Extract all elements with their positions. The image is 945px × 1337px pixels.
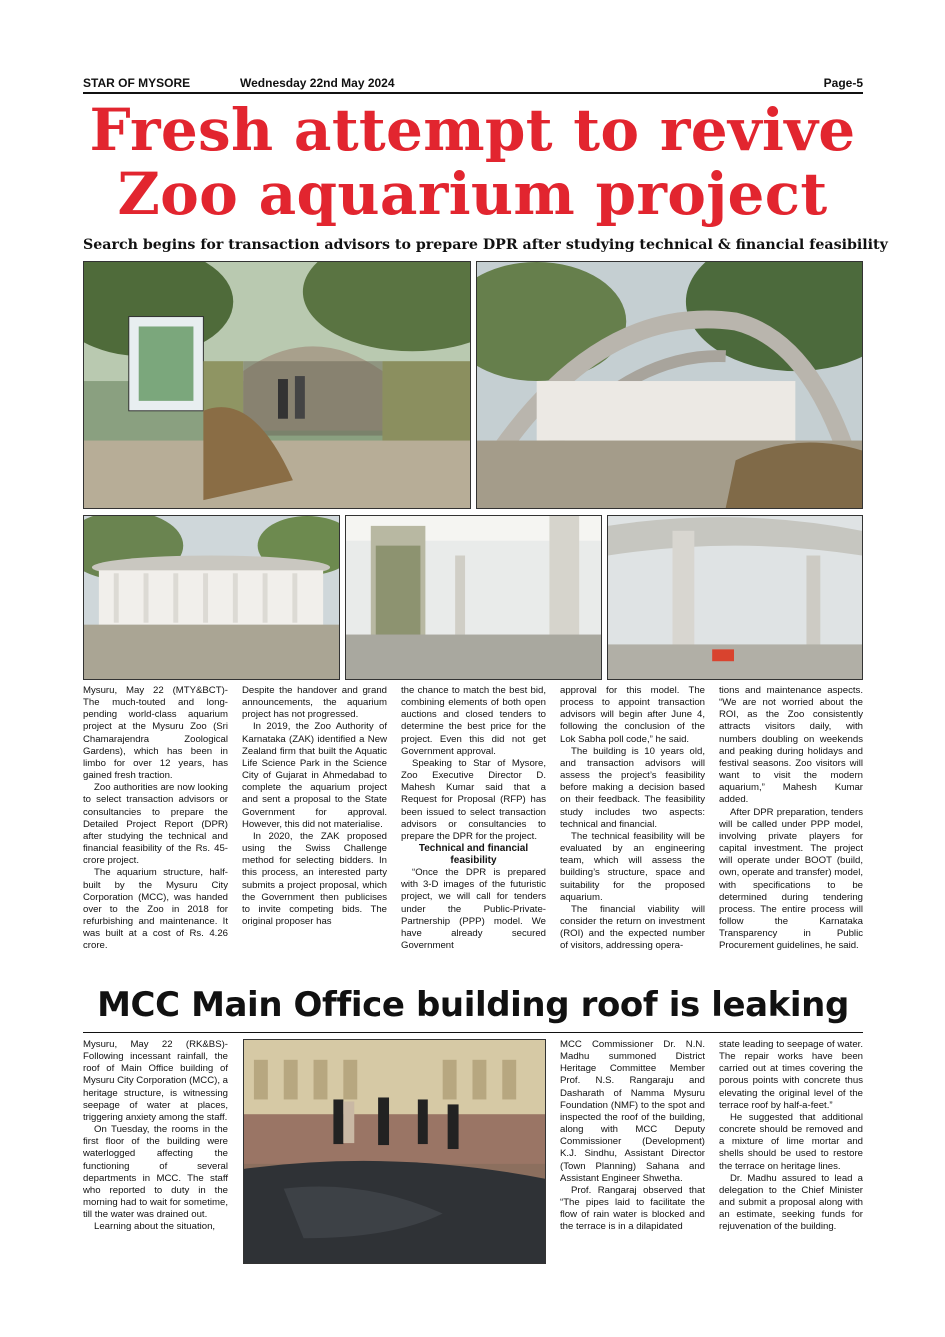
story2-column-2 — [560, 1039, 705, 1234]
headline-line-2: Zoo aquarium project — [117, 160, 828, 228]
headline-line-1: Fresh attempt to revive — [89, 96, 856, 164]
story2-rule — [83, 1032, 863, 1033]
page-number: Page-5 — [823, 76, 863, 90]
story1-col4-para1: approval for this model. The process to appoint transaction advisors will begin after June 4, following the conclusion of the Lok Sabha poll code,” he said. — [560, 685, 705, 745]
story1-col2-para1: Despite the handover and grand announcements, the aquarium project has not progressed. — [242, 685, 387, 721]
story1-col4-para4: The financial viability will consider the return on investment (ROI) and the expected number of visitors, addressing opera- — [560, 903, 705, 952]
story2-col3-para2: He suggested that additional concrete should be removed and a mixture of lime mortar and shells should be used to restore the terrace on heritage lines. — [719, 1111, 863, 1172]
story2-col2-para2: Prof. Rangaraj observed that “The pipes laid to facilitate the flow of rain water is blocked and the terrace is in a dilapidated — [560, 1184, 705, 1233]
story1-col4-para2: The building is 10 years old, and transaction advisors will assess the project’s feasibility before making a decision based on their feedback. The feasibility study includes two aspects: technical and financial. — [560, 745, 705, 830]
story2-column-3 — [719, 1039, 863, 1234]
story1-col4-para3: The technical feasibility will be evaluated by an engineering team, which will assess the building’s structure, space and suitability for the proposed aquarium. — [560, 830, 705, 903]
story2-col1-para3: Learning about the situation, — [94, 1221, 216, 1233]
photo-zoo-entrance — [83, 261, 471, 509]
story2-column-1 — [83, 1039, 228, 1234]
story1-col1-para2: Zoo authorities are now looking to select transaction advisors or consultancies to prepare the Detailed Project Report (DPR) after studying the technical and financial feasibility of the Rs. 45-crore project. — [83, 782, 228, 867]
story2-col1-para1: Mysuru, May 22 (RK&BS)- Following incessant rainfall, the roof of Main Office building of Mysuru City Corporation (MCC), a heritage structure, is witnessing seepage of water at places, triggering anxiety among the staff. — [83, 1039, 229, 1123]
issue-date: Wednesday 22nd May 2024 — [240, 76, 395, 90]
photo-interior-roof — [607, 515, 863, 680]
photo-interior-pillars — [345, 515, 602, 680]
story1-col1-para1: Mysuru, May 22 (MTY&BCT)- The much-touted and long-pending world-class aquarium project at the Mysuru Zoo (Sri Chamarajendra Zoological Gardens), which has been in limbo for over 12 years, has gained fresh traction. — [83, 685, 228, 782]
photo-circular-building — [83, 515, 340, 680]
story2-col3-para1: state leading to seepage of water. The repair works have been carried out at times covering the porous points with concrete thus elevating the original level of the terrace roof by half-a-feet.” — [719, 1039, 863, 1111]
photo-arched-structure — [476, 261, 863, 509]
story1-column-5 — [719, 685, 863, 952]
story1-col5-para1: tions and maintenance aspects. “We are not worried about the ROI, as the Zoo consistently attracts visitors daily, with numbers doubling on weekends and peaking during holidays and festival seasons. Zoo visitors will want to visit the modern aquarium,” Mahesh Kumar added. — [719, 685, 863, 806]
photo-mcc-roof-inspection — [243, 1039, 546, 1264]
story1-col3-subhead: Technical and financial feasibility — [418, 843, 529, 867]
story1-col3-para1: the chance to match the best bid, combining elements of both open auctions and closed tenders to determine the best price for the project. Even this did not get Government approval. — [401, 685, 546, 757]
story1-col2-para2: In 2019, the Zoo Authority of Karnataka (ZAK) identified a New Zealand firm that built the Aquatic Life Science Park in the Science City of Gujarat in Ahmedabad to complete the aquarium project and sent a proposal to the State Government for approval. However, this did not materialise. — [242, 721, 387, 830]
masthead-rule — [83, 92, 863, 94]
story2-col3-para3: Dr. Madhu assured to lead a delegation to the Chief Minister and submit a proposal along with an estimate, seeking funds for rejuvenation of the building. — [719, 1172, 863, 1233]
story1-col3-para3: “Once the DPR is prepared with 3-D images of the futuristic project, we will call for tenders under the Public-Private-Partnership (PPP) model. We have already secured Government — [401, 867, 546, 951]
story1-column-4 — [560, 685, 705, 952]
paper-name: STAR OF MYSORE — [83, 76, 191, 90]
subheadline: Search begins for transaction advisors to prepare DPR after studying technical & financial feasibility — [83, 237, 888, 253]
story2-col1-para2: On Tuesday, the rooms in the first floor of the building were waterlogged affecting the functioning of several departments in MCC. The staff who reported to duty in the morning had to wait for sometime, till the water was drained out. — [83, 1124, 228, 1221]
story2-headline: MCC Main Office building roof is leaking — [97, 985, 849, 1025]
story2-col2-para1: MCC Commissioner Dr. N.N. Madhu summoned District Heritage Committee Member Prof. N.S. Rangaraju and Dasharath of Namma Mysuru Foundation (NMF) to the spot and inspected the roof of the building, along with MCC Deputy Commissioner (Development) K.J. Sindhu, Assistant Director (Town Planning) Sahana and Assistant Engineer Shwetha. — [560, 1039, 705, 1184]
story1-column-2 — [242, 685, 387, 928]
story1-col1-para3: The aquarium structure, half-built by the Mysuru City Corporation (MCC), was handed over to the Zoo in 2018 for refurbishing and maintenance. It was built at a cost of Rs. 4.26 crore. — [83, 867, 228, 952]
story1-column-1 — [83, 685, 228, 952]
story1-col2-para3: In 2020, the ZAK proposed using the Swiss Challenge method for selecting bidders. In this process, an interested party submits a project proposal, which the Government then publicises to invite competing bids. The original proposer has — [242, 830, 387, 927]
story1-col3-para2: Speaking to Star of Mysore, Zoo Executive Director D. Mahesh Kumar said that a Request for Proposal (RFP) has been issued to select transaction advisors or consultancies to prepare the DPR for the project. — [401, 757, 546, 842]
story1-col5-para2: After DPR preparation, tenders will be called under PPP model, involving private players for capital investment. The project will operate under BOOT (build, own, operate and transfer) model, with specifications to be determined during tendering process. The entire process will follow the Karnataka Transparency in Public Procurement guidelines, he said. — [719, 806, 863, 952]
story1-column-3 — [401, 685, 546, 952]
